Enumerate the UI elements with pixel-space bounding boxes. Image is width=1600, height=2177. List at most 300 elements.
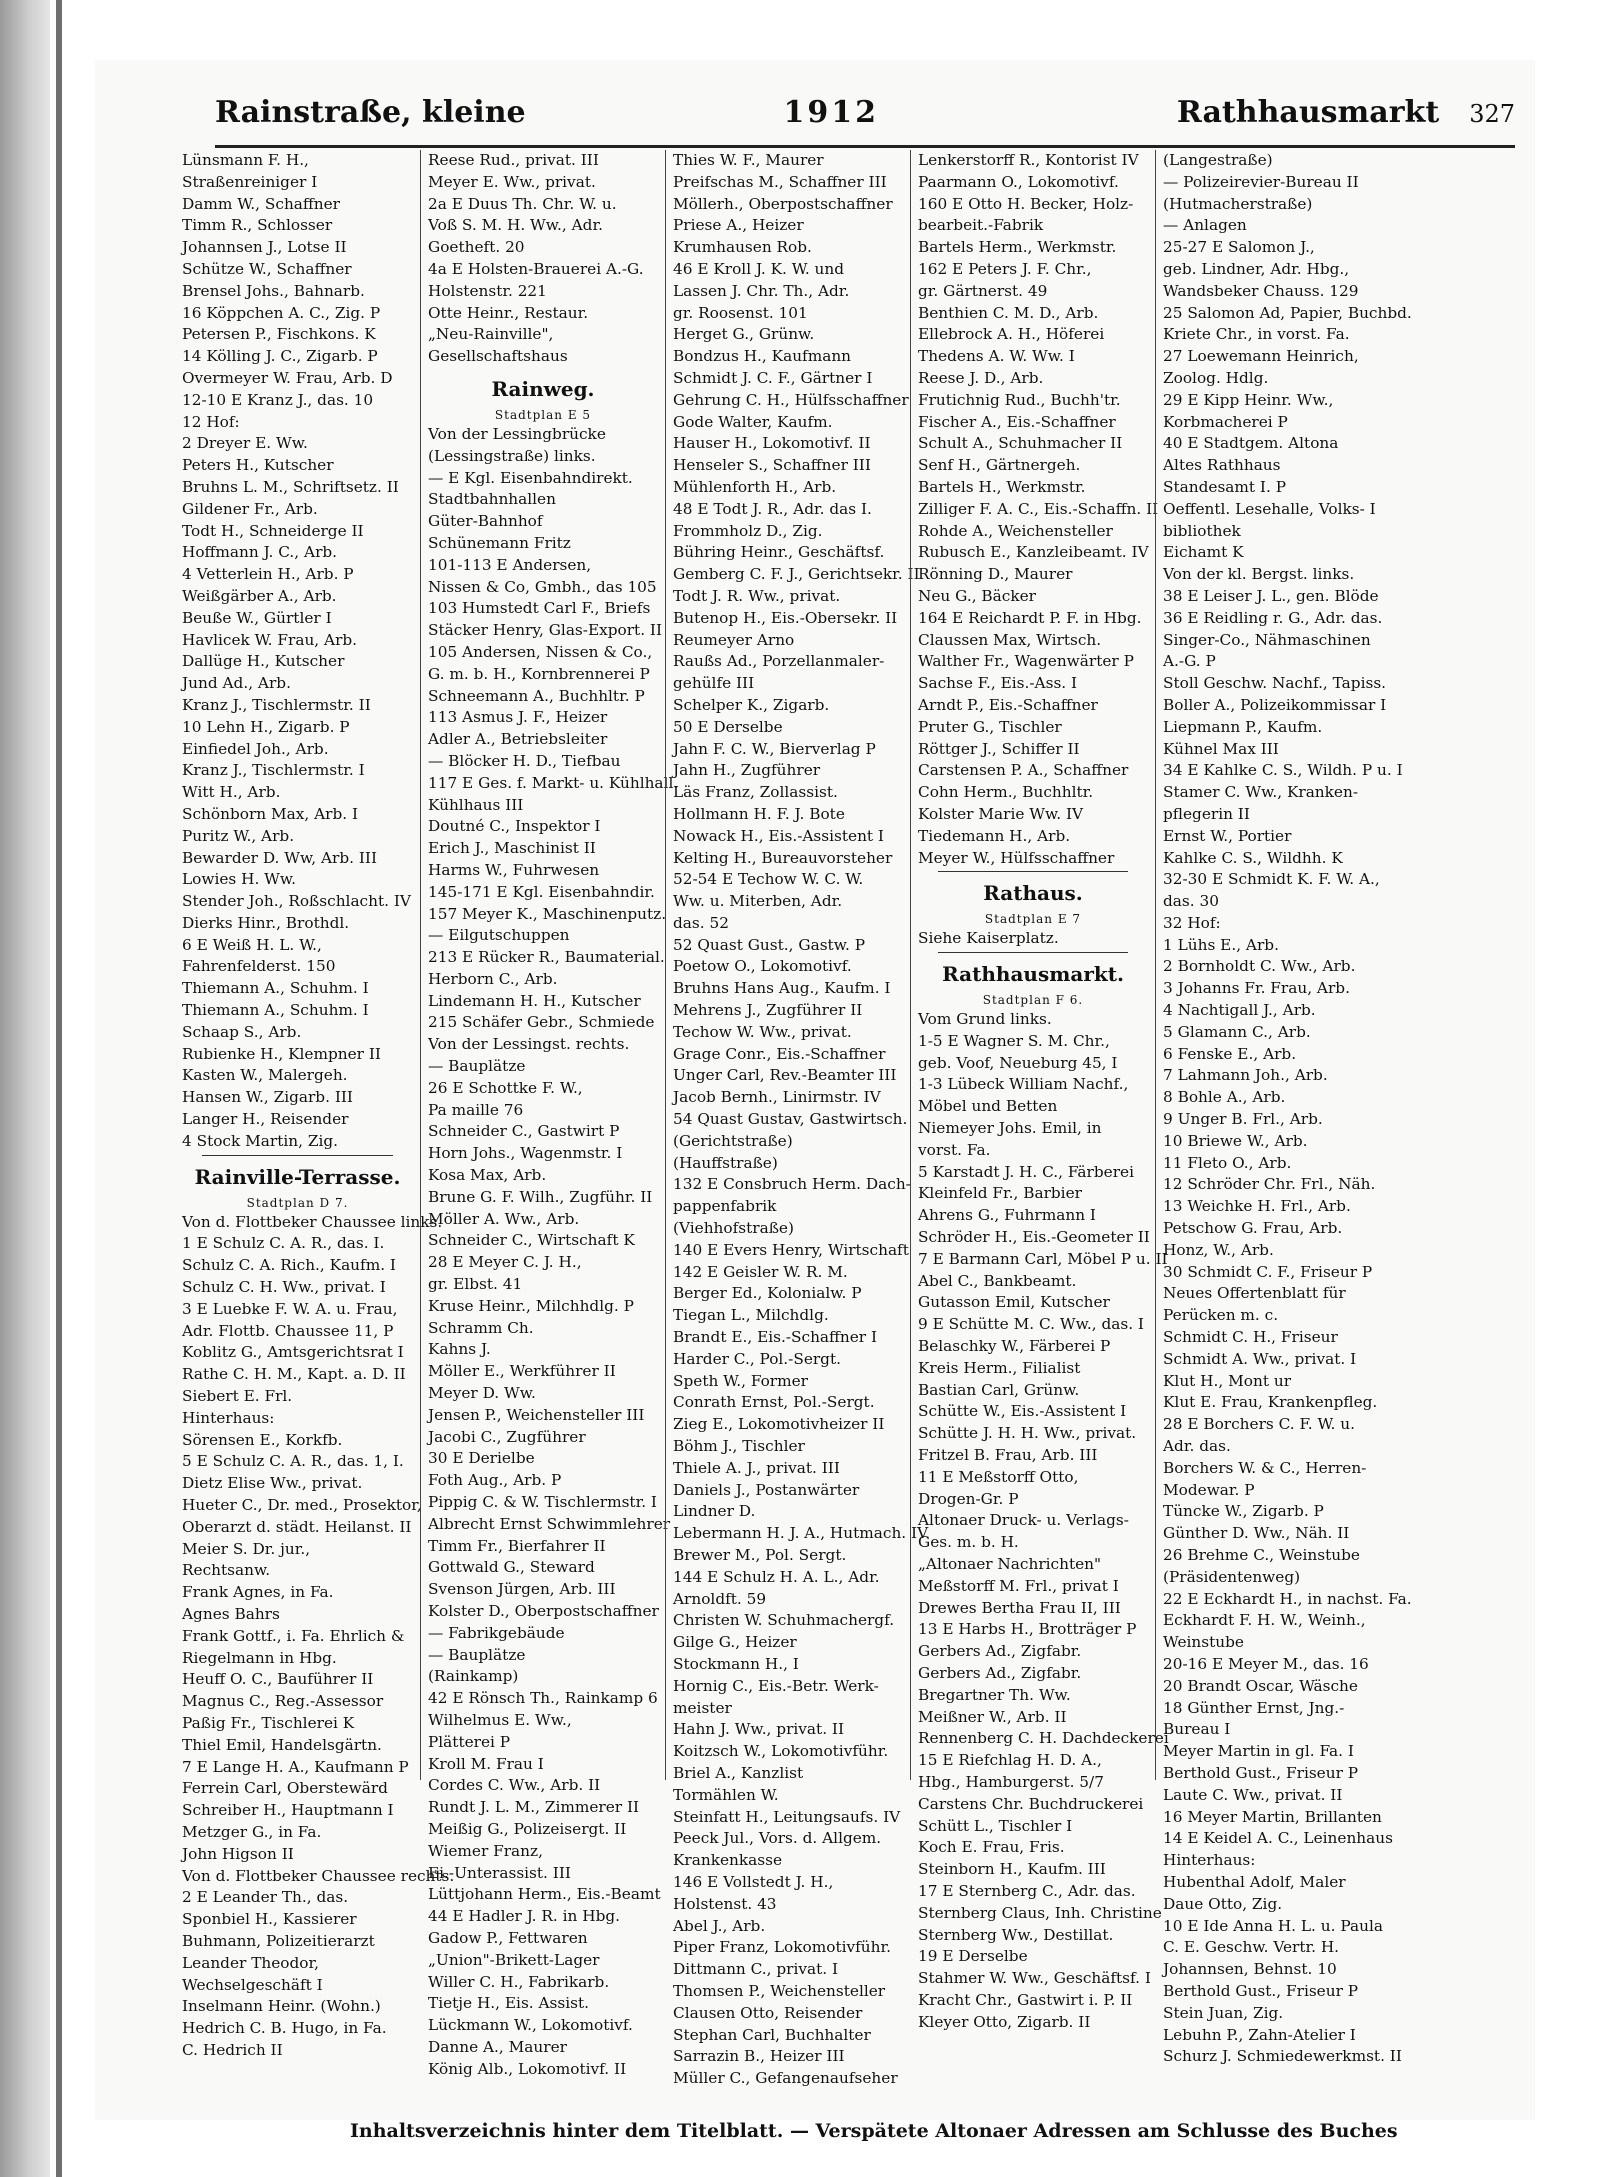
directory-entry: Meyer W., Hülfsschaffner xyxy=(918,848,1115,867)
directory-entry: Kroll M. Frau I xyxy=(428,1754,544,1773)
directory-entry: Hoffmann J. C., Arb. xyxy=(182,543,338,562)
directory-entry: Kleinfeld Fr., Barbier xyxy=(918,1184,1082,1203)
directory-entry: Holstenstr. 221 xyxy=(428,281,547,300)
directory-entry: 13 E Harbs H., Brotträger P xyxy=(918,1620,1137,1639)
directory-entry: geb. Voof, Neueburg 45, I xyxy=(918,1053,1118,1072)
directory-entry: Thiemann A., Schuhm. I xyxy=(182,979,369,998)
directory-entry: Berthold Gust., Friseur P xyxy=(1163,1763,1359,1782)
directory-entry: 1-5 E Wagner S. M. Chr., xyxy=(918,1031,1110,1050)
directory-entry: Rubusch E., Kanzleibeamt. IV xyxy=(918,543,1149,562)
directory-entry: Weinstube xyxy=(1163,1633,1244,1652)
directory-entry: Von der kl. Bergst. links. xyxy=(1163,565,1355,584)
directory-entry: Dallüge H., Kutscher xyxy=(182,652,345,671)
directory-entry: 48 E Todt J. R., Adr. das I. xyxy=(673,499,872,518)
directory-entry: Timm Fr., Bierfahrer II xyxy=(428,1536,606,1555)
directory-entry: Brandt E., Eis.-Schaffner I xyxy=(673,1328,878,1347)
directory-entry: 7 E Lange H. A., Kaufmann P xyxy=(182,1757,409,1776)
directory-entry: Ahrens G., Fuhrmann I xyxy=(918,1206,1096,1225)
directory-entry: Willer C. H., Fabrikarb. xyxy=(428,1972,610,1991)
directory-entry: Meier S. Dr. jur., xyxy=(182,1539,311,1558)
directory-entry: Krankenkasse xyxy=(673,1851,783,1870)
directory-entry: Metzger G., in Fa. xyxy=(182,1822,322,1841)
directory-entry: Bewarder D. Ww, Arb. III xyxy=(182,848,378,867)
directory-entry: Frank Agnes, in Fa. xyxy=(182,1583,334,1602)
directory-entry: Oeffentl. Lesehalle, Volks- I xyxy=(1163,499,1376,518)
directory-entry: Schönborn Max, Arb. I xyxy=(182,804,359,823)
directory-entry: 11 E Meßstorff Otto, xyxy=(918,1467,1079,1486)
directory-entry: 26 E Schottke F. W., xyxy=(428,1078,583,1097)
directory-entry: Meßstorff M. Frl., privat I xyxy=(918,1576,1119,1595)
directory-entry: Böhm J., Tischler xyxy=(673,1437,805,1456)
directory-entry: Dietz Elise Ww., privat. xyxy=(182,1474,363,1493)
directory-entry: Johannsen, Behnst. 10 xyxy=(1163,1960,1337,1979)
directory-entry: Gildener Fr., Arb. xyxy=(182,499,318,518)
directory-entry: Witt H., Arb. xyxy=(182,783,281,802)
directory-entry: Sponbiel H., Kassierer xyxy=(182,1910,357,1929)
directory-entry: Bastian Carl, Grünw. xyxy=(918,1380,1080,1399)
directory-entry: — Fabrikgebäude xyxy=(428,1623,565,1642)
directory-entry: Rennenberg C. H. Dachdeckerei xyxy=(918,1729,1169,1748)
directory-entry: Brewer M., Pol. Sergt. xyxy=(673,1546,847,1564)
directory-entry: Arndt P., Eis.-Schaffner xyxy=(918,695,1098,714)
directory-entry: 22 E Eckhardt H., in nachst. Fa. xyxy=(1163,1589,1412,1608)
directory-entry: Lebuhn P., Zahn-Atelier I xyxy=(1163,2025,1356,2044)
directory-entry: Ww. u. Miterben, Adr. xyxy=(673,892,843,911)
directory-entry: Damm W., Schaffner xyxy=(182,194,340,213)
directory-entry: Schreiber H., Hauptmann I xyxy=(182,1801,394,1820)
directory-entry: Herget G., Grünw. xyxy=(673,325,815,344)
directory-entry: Harms W., Fuhrwesen xyxy=(428,860,600,879)
directory-entry: Neues Offertenblatt für xyxy=(1163,1284,1346,1303)
page-footer: Inhaltsverzeichnis hinter dem Titelblatt. — Verspätete Altonaer Adressen am Schlusse des Buches xyxy=(350,2120,1398,2142)
directory-entry: Thomsen P., Weichensteller xyxy=(673,1981,886,2000)
directory-entry: 6 E Weiß H. L. W., xyxy=(182,935,322,954)
directory-entry: Jahn H., Zugführer xyxy=(673,761,821,780)
directory-entry: Abel J., Arb. xyxy=(673,1916,766,1935)
directory-entry: Butenop H., Eis.-Obersekr. II xyxy=(673,608,898,627)
directory-entry: Kahns J. xyxy=(428,1340,491,1359)
directory-entry: (Lessingstraße) links. xyxy=(428,446,596,465)
directory-entry: Belaschky W., Färberei P xyxy=(918,1337,1111,1356)
directory-entry: Müller C., Gefangenaufseher xyxy=(673,2069,898,2088)
directory-entry: Adr. Flottb. Chaussee 11, P xyxy=(182,1321,394,1340)
directory-entry: Ges. m. b. H. xyxy=(918,1533,1019,1552)
directory-entry: 8 Bohle A., Arb. xyxy=(1163,1088,1286,1107)
directory-entry: 103 Humstedt Carl F., Briefs xyxy=(428,599,651,618)
directory-entry: Meißner W., Arb. II xyxy=(918,1707,1067,1726)
directory-entry: 20-16 E Meyer M., das. 16 xyxy=(1163,1654,1369,1673)
directory-entry: Goetheft. 20 xyxy=(428,238,525,257)
directory-entry: bibliothek xyxy=(1163,521,1241,540)
directory-entry: 101-113 E Andersen, xyxy=(428,555,592,574)
directory-entry: Adr. das. xyxy=(1163,1437,1231,1456)
directory-entry: (Langestraße) xyxy=(1163,151,1273,169)
directory-entry: Berthold Gust., Friseur P xyxy=(1163,1981,1359,2000)
directory-entry: 5 Glamann C., Arb. xyxy=(1163,1022,1311,1041)
directory-entry: Stephan Carl, Buchhalter xyxy=(673,2025,871,2044)
directory-entry: Petschow G. Frau, Arb. xyxy=(1163,1219,1343,1238)
directory-entry: Wechselgeschäft I xyxy=(182,1975,323,1994)
directory-entry: Voß S. M. H. Ww., Adr. xyxy=(428,216,603,235)
directory-entry: Daniels J., Postanwärter xyxy=(673,1480,860,1499)
directory-entry: 157 Meyer K., Maschinenputz. xyxy=(428,904,667,923)
directory-entry: gr. Roosenst. 101 xyxy=(673,303,808,322)
directory-entry: Krumhausen Rob. xyxy=(673,238,812,257)
directory-entry: Vom Grund links. xyxy=(918,1010,1052,1029)
directory-entry: 4 Nachtigall J., Arb. xyxy=(1163,1001,1316,1020)
directory-entry: Lassen J. Chr. Th., Adr. xyxy=(673,281,850,300)
scan-binding-line xyxy=(56,0,62,2177)
directory-entry: Stäcker Henry, Glas-Export. II xyxy=(428,621,663,640)
directory-entry: 113 Asmus J. F., Heizer xyxy=(428,708,608,727)
directory-entry: Walther Fr., Wagenwärter P xyxy=(918,652,1134,671)
directory-entry: Christen W. Schuhmachergf. xyxy=(673,1611,895,1630)
directory-entry: Wandsbeker Chauss. 129 xyxy=(1163,281,1359,300)
directory-entry: Dierks Hinr., Brothdl. xyxy=(182,913,350,932)
directory-entry: 52 Quast Gust., Gastw. P xyxy=(673,935,865,954)
directory-entry: Langer H., Reisender xyxy=(182,1110,349,1129)
directory-entry: Claussen Max, Wirtsch. xyxy=(918,630,1102,649)
directory-entry: Jahn F. C. W., Bierverlag P xyxy=(673,739,876,758)
directory-entry: 52-54 E Techow W. C. W. xyxy=(673,870,864,889)
map-reference: Stadtplan E 5 xyxy=(494,407,592,422)
directory-entry: 132 E Consbruch Herm. Dach- xyxy=(673,1175,911,1194)
directory-entry: Kriete Chr., in vorst. Fa. xyxy=(1163,325,1350,344)
directory-entry: Puritz W., Arb. xyxy=(182,826,295,845)
directory-entry: Schaap S., Arb. xyxy=(182,1022,302,1041)
directory-entry: Rubienke H., Klempner II xyxy=(182,1044,381,1063)
directory-entry: Hansen W., Zigarb. III xyxy=(182,1088,353,1107)
directory-entry: Benthien C. M. D., Arb. xyxy=(918,303,1099,322)
directory-entry: 213 E Rücker R., Baumaterial. xyxy=(428,948,665,967)
directory-entry: Bondzus H., Kaufmann xyxy=(673,347,852,366)
directory-entry: 10 Briewe W., Arb. xyxy=(1163,1131,1308,1150)
directory-entry: Fahrenfelderst. 150 xyxy=(182,957,336,976)
directory-entry: Siehe Kaiserplatz. xyxy=(918,929,1059,948)
directory-entry: Schult A., Schuhmacher II xyxy=(918,434,1123,453)
map-reference: Stadtplan F 6. xyxy=(982,993,1084,1008)
directory-entry: 3 E Luebke F. W. A. u. Frau, xyxy=(182,1299,398,1318)
directory-entry: Günther D. Ww., Näh. II xyxy=(1163,1524,1350,1543)
directory-entry: Koch E. Frau, Fris. xyxy=(918,1838,1065,1857)
directory-entry: Ei.-Unterassist. III xyxy=(428,1863,571,1882)
directory-entry: Gerbers Ad., Zigfabr. xyxy=(918,1642,1082,1661)
directory-entry: Timm R., Schlosser xyxy=(182,216,333,235)
directory-entry: Kranz J., Tischlermstr. I xyxy=(182,761,365,780)
directory-entry: Dittmann C., privat. I xyxy=(673,1960,839,1979)
directory-entry: Rohde A., Weichensteller xyxy=(918,521,1113,540)
directory-entry: Hinterhaus: xyxy=(182,1408,275,1427)
directory-entry: Thedens A. W. Ww. I xyxy=(918,347,1075,366)
directory-entry: Lindemann H. H., Kutscher xyxy=(428,991,641,1010)
directory-entry: 28 E Meyer C. J. H., xyxy=(428,1253,582,1272)
directory-entry: Foth Aug., Arb. P xyxy=(428,1471,562,1490)
column-1 xyxy=(175,150,455,2059)
directory-entry: Rathe C. H. M., Kapt. a. D. II xyxy=(182,1365,406,1384)
directory-entry: „Neu-Rainville", xyxy=(428,325,554,344)
directory-entry: Korbmacherei P xyxy=(1163,412,1288,431)
directory-entry: Albrecht Ernst Schwimmlehrer xyxy=(428,1514,671,1533)
directory-entry: 13 Weichke H. Frl., Arb. xyxy=(1163,1197,1351,1216)
directory-entry: Thiemann A., Schuhm. I xyxy=(182,1001,369,1020)
directory-entry: (Hutmacherstraße) xyxy=(1163,194,1313,213)
directory-entry: Svenson Jürgen, Arb. III xyxy=(428,1580,616,1599)
directory-entry: Riegelmann in Hbg. xyxy=(182,1648,337,1667)
directory-entry: Altes Rathhaus xyxy=(1163,456,1281,475)
directory-entry: geb. Lindner, Adr. Hbg., xyxy=(1163,259,1350,278)
directory-entry: Kolster Marie Ww. IV xyxy=(918,804,1084,823)
directory-entry: Schulz C. H. Ww., privat. I xyxy=(182,1278,386,1297)
directory-entry: Horn Johs., Wagenmstr. I xyxy=(428,1144,623,1163)
directory-entry: Gadow P., Fettwaren xyxy=(428,1928,588,1947)
directory-entry: 16 Köppchen A. C., Zig. P xyxy=(182,303,381,322)
directory-entry: 42 E Rönsch Th., Rainkamp 6 xyxy=(428,1689,658,1708)
directory-entry: Siebert E. Frl. xyxy=(182,1387,293,1406)
directory-entry: Bruhns L. M., Schriftsetz. II xyxy=(182,477,399,496)
directory-entry: Schmidt A. Ww., privat. I xyxy=(1163,1349,1357,1368)
directory-entry: Steinfatt H., Leitungsaufs. IV xyxy=(673,1807,901,1826)
directory-entry: — E Kgl. Eisenbahndirekt. xyxy=(428,468,633,487)
directory-entry: Daue Otto, Zig. xyxy=(1163,1894,1283,1913)
directory-entry: 2 E Leander Th., das. xyxy=(182,1888,349,1907)
directory-entry: Hornig C., Eis.-Betr. Werk- xyxy=(673,1676,879,1695)
directory-entry: 18 Günther Ernst, Jng.- xyxy=(1163,1698,1345,1717)
directory-entry: Kasten W., Malergeh. xyxy=(182,1066,348,1085)
directory-entry: 30 Schmidt C. F., Friseur P xyxy=(1163,1262,1373,1281)
directory-entry: (Rainkamp) xyxy=(428,1667,519,1686)
directory-entry: 46 E Kroll J. K. W. und xyxy=(673,259,845,278)
directory-entry: Schütze W., Schaffner xyxy=(182,259,352,278)
directory-entry: Clausen Otto, Reisender xyxy=(673,2003,863,2022)
directory-entry: — Polizeirevier-Bureau II xyxy=(1163,172,1359,191)
directory-entry: Adler A., Betriebsleiter xyxy=(428,730,608,749)
directory-entry: 160 E Otto H. Becker, Holz- xyxy=(918,194,1134,213)
directory-entry: Poetow O., Lokomotivf. xyxy=(673,957,852,976)
directory-entry: Liepmann P., Kaufm. xyxy=(1163,717,1323,736)
directory-entry: Altonaer Druck- u. Verlags- xyxy=(918,1511,1129,1530)
directory-entry: 26 Brehme C., Weinstube xyxy=(1163,1546,1360,1564)
directory-entry: 6 Fenske E., Arb. xyxy=(1163,1044,1297,1063)
directory-entry: — Eilgutschuppen xyxy=(428,926,570,945)
directory-entry: 44 E Hadler J. R. in Hbg. xyxy=(428,1907,621,1926)
directory-entry: Johannsen J., Lotse II xyxy=(182,238,347,257)
directory-entry: Lückmann W., Lokomotivf. xyxy=(428,2016,633,2035)
page-number: 327 xyxy=(1469,100,1515,128)
directory-entry: Carstensen P. A., Schaffner xyxy=(918,761,1129,780)
directory-columns xyxy=(175,150,1520,2088)
directory-entry: Hinterhaus: xyxy=(1163,1851,1256,1870)
directory-entry: A.-G. P xyxy=(1163,652,1216,671)
directory-entry: 38 E Leiser J. L., gen. Blöde xyxy=(1163,586,1379,605)
directory-entry: 164 E Reichardt P. F. in Hbg. xyxy=(918,608,1142,627)
directory-entry: Kahlke C. S., Wildhh. K xyxy=(1163,848,1343,867)
directory-entry: Meyer D. Ww. xyxy=(428,1384,536,1403)
directory-entry: gr. Elbst. 41 xyxy=(428,1275,523,1294)
directory-entry: Von der Lessingst. rechts. xyxy=(428,1035,630,1054)
directory-entry: 27 Loewemann Heinrich, xyxy=(1163,347,1359,366)
directory-entry: Kreis Herm., Filialist xyxy=(918,1358,1081,1377)
directory-entry: Sörensen E., Korkfb. xyxy=(182,1430,343,1449)
header-left-title: Rainstraße, kleine xyxy=(215,95,526,130)
directory-entry: Hueter C., Dr. med., Prosektor, xyxy=(182,1496,422,1515)
directory-entry: Schröder H., Eis.-Geometer II xyxy=(918,1228,1150,1247)
directory-entry: Eckhardt F. H. W., Weinh., xyxy=(1163,1611,1366,1630)
directory-entry: Mühlenforth H., Arb. xyxy=(673,477,837,496)
directory-entry: Kolster D., Oberpostschaffner xyxy=(428,1602,659,1620)
directory-entry: Mehrens J., Zugführer II xyxy=(673,1001,863,1020)
directory-entry: Gehrung C. H., Hülfsschaffner xyxy=(673,390,909,409)
directory-entry: Schünemann Fritz xyxy=(428,533,571,552)
header-right-title: Rathhausmarkt xyxy=(1176,95,1440,130)
directory-entry: Möllerh., Oberpostschaffner xyxy=(673,194,893,213)
directory-entry: Standesamt I. P xyxy=(1163,477,1286,496)
street-heading: Rathhausmarkt. xyxy=(942,962,1124,987)
directory-entry: Danne A., Maurer xyxy=(428,2037,567,2056)
directory-entry: C. Hedrich II xyxy=(182,2040,283,2059)
directory-entry: 142 E Geisler W. R. M. xyxy=(673,1262,848,1281)
directory-entry: Bartels Herm., Werkmstr. xyxy=(918,238,1117,257)
directory-entry: Heuff O. C., Bauführer II xyxy=(182,1670,374,1689)
directory-entry: Drewes Bertha Frau II, III xyxy=(918,1598,1121,1617)
directory-entry: 4 Vetterlein H., Arb. P xyxy=(182,565,354,584)
directory-entry: 215 Schäfer Gebr., Schmiede xyxy=(428,1013,655,1032)
directory-entry: 162 E Peters J. F. Chr., xyxy=(918,259,1092,278)
column-3 xyxy=(665,150,929,2088)
directory-entry: Overmeyer W. Frau, Arb. D xyxy=(182,368,393,387)
directory-entry: Borchers W. & C., Herren- xyxy=(1163,1458,1367,1477)
directory-entry: Röttger J., Schiffer II xyxy=(918,739,1080,758)
directory-entry: 2 Dreyer E. Ww. xyxy=(182,434,308,453)
directory-entry: 29 E Kipp Heinr. Ww., xyxy=(1163,390,1334,409)
directory-entry: Doutné C., Inspektor I xyxy=(428,817,601,836)
directory-entry: Von der Lessingbrücke xyxy=(428,424,606,443)
directory-entry: 10 E Ide Anna H. L. u. Paula xyxy=(1163,1916,1383,1935)
directory-entry: Pa maille 76 xyxy=(428,1100,524,1119)
directory-entry: König Alb., Lokomotivf. II xyxy=(428,2059,627,2078)
directory-entry: Frommholz D., Zig. xyxy=(673,521,823,540)
directory-entry: C. E. Geschw. Vertr. H. xyxy=(1163,1938,1340,1957)
directory-entry: John Higson II xyxy=(182,1844,294,1863)
directory-entry: 17 E Sternberg C., Adr. das. xyxy=(918,1881,1136,1900)
directory-entry: Schmidt C. H., Friseur xyxy=(1163,1328,1338,1347)
directory-entry: Hahn J. Ww., privat. II xyxy=(673,1720,844,1739)
directory-entry: Koitzsch W., Lokomotivführ. xyxy=(673,1742,889,1761)
map-reference: Stadtplan D 7. xyxy=(246,1195,349,1210)
directory-entry: Thiele A. J., privat. III xyxy=(673,1458,840,1477)
directory-entry: Lüttjohann Herm., Eis.-Beamt xyxy=(428,1885,661,1904)
directory-entry: Cohn Herm., Buchhltr. xyxy=(918,783,1094,802)
directory-entry: Peeck Jul., Vors. d. Allgem. xyxy=(673,1829,882,1848)
directory-entry: Priese A., Heizer xyxy=(673,216,804,235)
directory-entry: Kelting H., Bureauvorsteher xyxy=(673,848,893,867)
directory-entry: Ferrein Carl, Oberstewärd xyxy=(182,1779,388,1798)
directory-entry: 4a E Holsten-Brauerei A.-G. xyxy=(428,259,644,278)
directory-entry: Briel A., Kanzlist xyxy=(673,1763,804,1782)
directory-entry: Lebermann H. J. A., Hutmach. IV xyxy=(673,1524,929,1543)
directory-entry: Magnus C., Reg.-Assessor xyxy=(182,1692,384,1711)
directory-entry: Jensen P., Weichensteller III xyxy=(428,1405,645,1424)
directory-entry: Brune G. F. Wilh., Zugführ. II xyxy=(428,1187,653,1206)
directory-entry: Koblitz G., Amtsgerichtsrat I xyxy=(182,1343,404,1362)
directory-entry: Meyer E. Ww., privat. xyxy=(428,172,596,191)
street-heading: Rainweg. xyxy=(491,376,595,401)
column-5 xyxy=(1155,150,1412,2066)
scan-edge xyxy=(0,0,50,2177)
section-divider xyxy=(938,871,1128,872)
directory-entry: Beuße W., Gürtler I xyxy=(182,608,332,627)
directory-entry: Lowies H. Ww. xyxy=(182,870,297,889)
directory-entry: Cordes C. Ww., Arb. II xyxy=(428,1776,601,1795)
directory-entry: Stamer C. Ww., Kranken- xyxy=(1163,783,1359,802)
directory-entry: Stahmer W. Ww., Geschäftsf. I xyxy=(918,1969,1151,1988)
directory-entry: Jund Ad., Arb. xyxy=(182,674,291,693)
directory-entry: G. m. b. H., Kornbrennerei P xyxy=(428,664,650,683)
directory-entry: Unger Carl, Rev.-Beamter III xyxy=(673,1066,897,1085)
directory-entry: Lindner D. xyxy=(673,1502,756,1521)
directory-entry: Fischer A., Eis.-Schaffner xyxy=(918,412,1116,431)
directory-entry: meister xyxy=(673,1698,732,1717)
directory-entry: Lenkerstorff R., Kontorist IV xyxy=(918,151,1139,169)
directory-entry: 4 Stock Martin, Zig. xyxy=(182,1131,339,1150)
directory-entry: das. 52 xyxy=(673,913,729,932)
directory-entry: Schneemann A., Buchhltr. P xyxy=(428,686,645,705)
directory-entry: Schütt L., Tischler I xyxy=(918,1816,1073,1835)
street-heading: Rainville-Terrasse. xyxy=(194,1164,401,1189)
directory-entry: Möller E., Werkführer II xyxy=(428,1362,616,1381)
directory-entry: Hbg., Hamburgerst. 5/7 xyxy=(918,1772,1104,1791)
directory-entry: — Anlagen xyxy=(1163,216,1247,235)
directory-entry: 16 Meyer Martin, Brillanten xyxy=(1163,1807,1382,1826)
directory-entry: Nowack H., Eis.-Assistent I xyxy=(673,826,884,845)
directory-entry: Todt J. R. Ww., privat. xyxy=(673,586,841,605)
directory-entry: Zieg E., Lokomotivheizer II xyxy=(673,1415,885,1434)
directory-entry: (Viehhofstraße) xyxy=(673,1219,794,1238)
directory-entry: Schelper K., Zigarb. xyxy=(673,695,830,714)
directory-entry: Stadtbahnhallen xyxy=(428,490,556,509)
directory-entry: Henseler S., Schaffner III xyxy=(673,456,871,475)
directory-entry: Inselmann Heinr. (Wohn.) xyxy=(182,1997,381,2016)
directory-entry: Arnoldft. 59 xyxy=(673,1589,767,1608)
directory-entry: das. 30 xyxy=(1163,892,1219,911)
directory-entry: Conrath Ernst, Pol.-Sergt. xyxy=(673,1393,875,1412)
directory-entry: Meißig G., Polizeisergt. II xyxy=(428,1819,627,1838)
directory-entry: 34 E Kahlke C. S., Wildh. P u. I xyxy=(1163,761,1403,780)
directory-entry: Schurz J. Schmiedewerkmst. II xyxy=(1163,2047,1402,2066)
street-heading: Rathaus. xyxy=(983,881,1083,906)
directory-entry: Gottwald G., Steward xyxy=(428,1558,595,1577)
directory-entry: gr. Gärtnerst. 49 xyxy=(918,281,1048,300)
directory-entry: Stoll Geschw. Nachf., Tapiss. xyxy=(1163,674,1387,693)
directory-entry: Wilhelmus E. Ww., xyxy=(428,1710,572,1729)
directory-entry: Todt H., Schneiderge II xyxy=(182,521,364,540)
directory-entry: Gutasson Emil, Kutscher xyxy=(918,1293,1110,1312)
directory-entry: Oberarzt d. städt. Heilanst. II xyxy=(182,1517,412,1536)
directory-entry: Havlicek W. Frau, Arb. xyxy=(182,630,358,649)
directory-entry: 145-171 E Kgl. Eisenbahndir. xyxy=(428,882,655,901)
section-divider xyxy=(938,952,1128,953)
directory-entry: Fritzel B. Frau, Arb. III xyxy=(918,1446,1098,1465)
directory-entry: Bartels H., Werkmstr. xyxy=(918,477,1086,496)
directory-entry: 10 Lehn H., Zigarb. P xyxy=(182,717,350,736)
directory-entry: Plätterei P xyxy=(428,1732,511,1751)
directory-entry: Abel C., Bankbeamt. xyxy=(918,1271,1077,1290)
directory-entry: Gode Walter, Kaufm. xyxy=(673,412,833,431)
directory-entry: Bühring Heinr., Geschäftsf. xyxy=(673,543,885,562)
directory-entry: Schmidt J. C. F., Gärtner I xyxy=(673,368,873,387)
directory-entry: Hauser H., Lokomotivf. II xyxy=(673,434,871,453)
directory-entry: Zoolog. Hdlg. xyxy=(1163,368,1269,387)
directory-entry: 50 E Derselbe xyxy=(673,717,783,736)
